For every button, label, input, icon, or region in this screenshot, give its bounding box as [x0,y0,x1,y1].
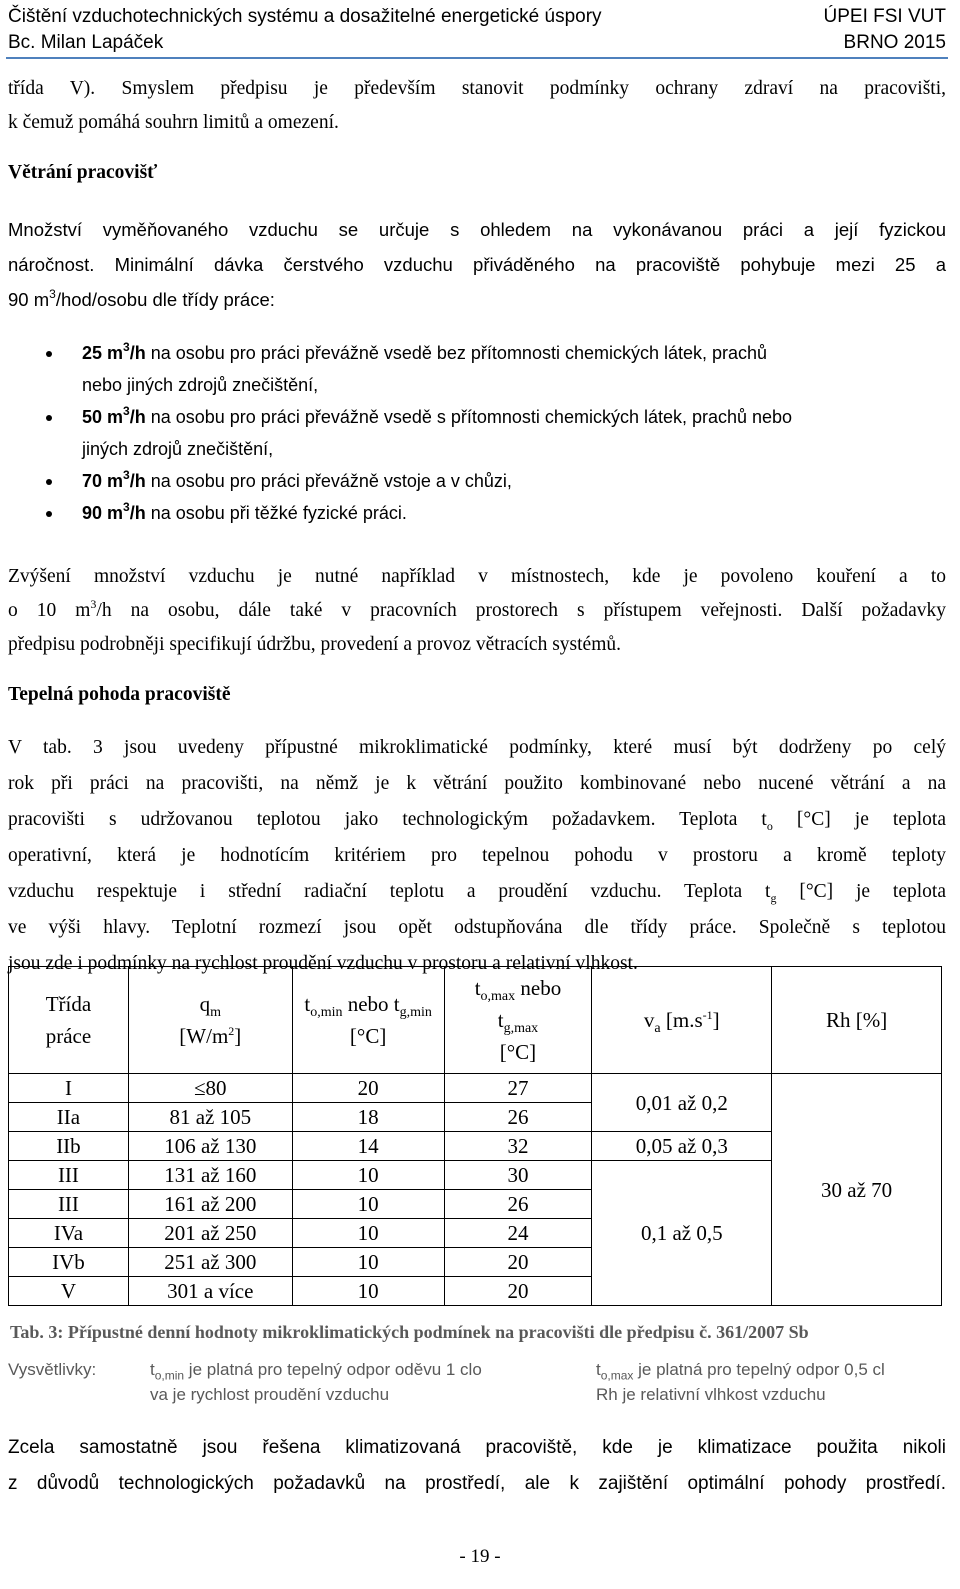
header-cell-class: Třída práce [9,967,129,1074]
cell-class: IVb [9,1248,129,1277]
table-row [9,1074,942,1103]
cell-class: IIa [9,1103,129,1132]
microclimate-table [8,966,942,1306]
cell-qm: 161 až 200 [128,1190,292,1219]
cell-qm: ≤80 [128,1074,292,1103]
list-item: 50 $m^3/h$ na osobu pro práci převážně vsedě s přítomnosti chemických látek, prachů nebo jiných zdrojů znečištění, [0,401,946,465]
paragraph-line: 90 $m^3/hod$/osobu dle třídy práce: [8,287,275,310]
cell-tmin: 20 [292,1074,444,1103]
legend-column-right: $t_{o,max}$ je platná pro tepelný odpor 0,5 cl Rh je relativní vlhkost vzduchu [596,1360,885,1404]
header-cell-rh: Rh [%] [772,967,942,1074]
comfort-paragraph [8,730,946,982]
paragraph-line: pracovišti s udržovanou teplotou jako technologickým požadavkem. Teplota $t_o$ [°C] je teplota [8,809,946,833]
cell-class: V [9,1277,129,1306]
cell-qm: 251 až 300 [128,1248,292,1277]
cell-qm: 301 a více [128,1277,292,1306]
cell-tmin: 10 [292,1277,444,1306]
cell-tmax: 30 [444,1161,592,1190]
cell-class: I [9,1074,129,1103]
paragraph-line: Zcela samostatně jsou řešena klimatizovaná pracoviště, kde je klimatizace použita nikoli [8,1437,946,1458]
cell-tmin: 10 [292,1248,444,1277]
paragraph-line: z důvodů technologických požadavků na prostředí, ale k zajištění optimální pohody prostředí. [8,1473,946,1494]
cell-tmin: 10 [292,1161,444,1190]
cell-tmin: 18 [292,1103,444,1132]
header-cell-tmax: $t_{o,max}$ nebo $t_{g,max}$ [°C] [444,967,592,1074]
paragraph-line: náročnost. Minimální dávka čerstvého vzduchu přiváděného na pracoviště pohybuje mezi 25 a [8,254,946,275]
header-institute: ÚPEI FSI VUT [823,6,946,27]
cell-tmax: 24 [444,1219,592,1248]
bullet-dot-icon [46,351,52,357]
cell-class: IVa [9,1219,129,1248]
cell-class: IIb [9,1132,129,1161]
header-rule [6,57,948,59]
cell-qm: 131 až 160 [128,1161,292,1190]
list-item: 90 $m^3/h$ na osobu při těžké fyzické práci. [0,497,946,529]
header-cell-va: $v_a$ $[m.s^{-1}]$ [592,967,772,1074]
cell-class: III [9,1190,129,1219]
intro-line: třída V). Smyslem předpisu je především stanovit podmínky ochrany zdraví na pracovišti, [8,78,946,99]
heading-ventilation: Větrání pracovišť [8,162,158,183]
cell-tmax: 32 [444,1132,592,1161]
cell-tmax: 26 [444,1190,592,1219]
cell-va: 0,05 až 0,3 [592,1132,772,1161]
cell-qm: 201 až 250 [128,1219,292,1248]
paragraph-line: vzduchu respektuje i střední radiační teplotu a proudění vzduchu. Teplota $t_g$ [°C] je teplota [8,881,946,905]
paragraph-line: ve výši hlavy. Teplotní rozmezí jsou opět odstupňována dle třídy práce. Společně s teplotou [8,917,946,938]
paragraph-line: o 10 $m^3/h$ na osobu, dále také v pracovních prostorech s přístupem veřejnosti. Další požadavky [8,597,947,621]
legend-label: Vysvětlivky: [8,1360,97,1379]
cell-tmin: 14 [292,1132,444,1161]
cell-tmin: 10 [292,1219,444,1248]
header-cell-tmin: $t_{o,min}$ nebo $t_{g,min}$ [°C] [292,967,444,1074]
increase-paragraph [8,560,946,662]
cell-tmax: 27 [444,1074,592,1103]
intro-paragraph [8,72,946,140]
heading-thermal-comfort: Tepelná pohoda pracoviště [8,684,231,705]
paragraph-line: jsou zde i podmínky na rychlost proudění vzduchu v prostoru a relativní vlhkost. [8,953,638,974]
paragraph-line: V tab. 3 jsou uvedeny přípustné mikroklimatické podmínky, které musí být dodrženy po celý [8,737,946,758]
running-header-bottom [8,32,946,56]
list-item: 25 $m^3/h$ na osobu pro práci převážně vsedě bez přítomnosti chemických látek, prachů nebo jiných zdrojů znečištění, [0,337,946,401]
cell-tmax: 20 [444,1248,592,1277]
cell-tmax: 20 [444,1277,592,1306]
paragraph-line: Množství vyměňovaného vzduchu se určuje s ohledem na vykonávanou práci a její fyzickou [8,219,946,240]
airflow-bullet-list [0,337,946,529]
page-number: - 19 - [459,1546,501,1567]
cell-tmin: 10 [292,1190,444,1219]
paragraph-line: operativní, která je hodnotícím kritériem pro tepelnou pohodu v prostoru a kromě teploty [8,845,946,866]
list-item: 70 $m^3/h$ na osobu pro práci převážně vstoje a v chůzi, [0,465,946,497]
legend-column-left: $t_{o,min}$ je platná pro tepelný odpor oděvu 1 clo va je rychlost proudění vzduchu [150,1360,482,1404]
header-place-year: BRNO 2015 [843,32,946,53]
table-header-row [9,967,942,1074]
running-header-top [8,6,946,30]
cell-class: III [9,1161,129,1190]
closing-paragraph [8,1430,946,1502]
header-title: Čištění vzduchotechnických systému a dosažitelné energetické úspory [8,6,602,27]
cell-va: 0,1 až 0,5 [592,1161,772,1306]
paragraph-line: rok při práci na pracovišti, na němž je k větrání použito kombinované nebo nucené větrání a na [8,773,946,794]
cell-qm: 81 až 105 [128,1103,292,1132]
bullet-dot-icon [46,415,52,421]
table-caption: Tab. 3: Přípustné denní hodnoty mikroklimatických podmínek na pracovišti dle předpisu č. 361/2007 Sb [10,1322,809,1342]
paragraph-line: Zvýšení množství vzduchu je nutné například v místnostech, kde je povoleno kouření a to [8,566,946,587]
bullet-dot-icon [46,479,52,485]
paragraph-line: předpisu podrobněji specifikují údržbu, provedení a provoz větracích systémů. [8,634,621,655]
cell-rh: 30 až 70 [772,1074,942,1306]
bullet-dot-icon [46,511,52,517]
cell-qm: 106 až 130 [128,1132,292,1161]
header-author: Bc. Milan Lapáček [8,32,164,53]
intro-line: k čemuž pomáhá souhrn limitů a omezení. [8,112,339,133]
cell-tmax: 26 [444,1103,592,1132]
ventilation-paragraph [8,212,946,317]
cell-va: 0,01 až 0,2 [592,1074,772,1132]
header-cell-qm: $q_m$ $[W/m^2]$ [128,967,292,1074]
